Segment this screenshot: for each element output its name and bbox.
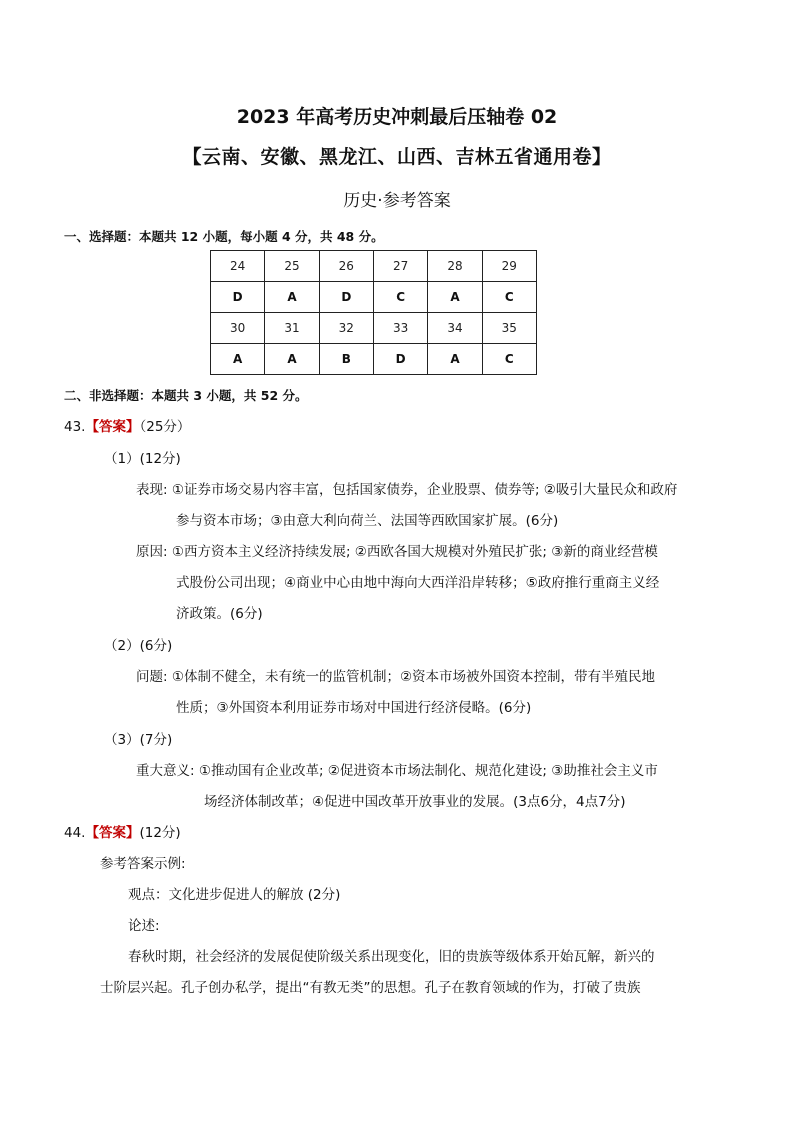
answer-letter: C	[373, 282, 427, 313]
answer-letter: A	[265, 344, 319, 375]
q44-number: 44.	[64, 825, 86, 841]
question-number: 32	[319, 313, 373, 344]
q44-header	[64, 824, 181, 842]
answer-letter: A	[428, 344, 482, 375]
answer-letter: A	[265, 282, 319, 313]
answer-table	[210, 250, 537, 375]
q43-part2-label: （2）(6分)	[104, 638, 173, 654]
answer-letter: A	[211, 344, 265, 375]
q43-part3-line: 重大意义: ①推动国有企业改革; ②促进资本市场法制化、规范化建设; ③助推社会主义市	[136, 763, 658, 779]
q43-part1-line: 式股份公司出现；④商业中心由地中海向大西洋沿岸转移；⑤政府推行重商主义经	[176, 575, 660, 591]
section2-heading: 二、非选择题：本题共 3 小题，共 52 分。	[64, 388, 308, 403]
q43-part2-line: 问题: ①体制不健全，未有统一的监管机制；②资本市场被外国资本控制，带有半殖民地	[136, 669, 656, 685]
answer-letter: D	[319, 282, 373, 313]
q44-line: 春秋时期，社会经济的发展促使阶级关系出现变化，旧的贵族等级体系开始瓦解，新兴的	[128, 949, 655, 965]
q43-part3-line: 场经济体制改革；④促进中国改革开放事业的发展。(3点6分，4点7分)	[204, 794, 626, 810]
question-number: 28	[428, 251, 482, 282]
q44-line: 观点：文化进步促进人的解放 (2分)	[128, 887, 341, 903]
question-number: 24	[211, 251, 265, 282]
q43-part1-line: 济政策。(6分)	[176, 606, 263, 622]
q43-part1-line: 原因: ①西方资本主义经济持续发展; ②西欧各国大规模对外殖民扩张; ③新的商业经营模	[136, 544, 658, 560]
q43-part3-label: （3）(7分)	[104, 732, 173, 748]
doc-type: 历史·参考答案	[343, 191, 451, 211]
question-number: 31	[265, 313, 319, 344]
answer-letter: C	[482, 344, 536, 375]
answer-letter: B	[319, 344, 373, 375]
section1-heading: 一、选择题：本题共 12 小题，每小题 4 分，共 48 分。	[64, 229, 384, 244]
exam-subtitle: 【云南、安徽、黑龙江、山西、吉林五省通用卷】	[182, 146, 612, 168]
exam-title: 2023 年高考历史冲刺最后压轴卷 02	[236, 106, 558, 128]
q44-score: (12分)	[139, 825, 181, 841]
q43-part1-line: 参与资本市场；③由意大利向荷兰、法国等西欧国家扩展。(6分)	[176, 513, 559, 529]
answer-tag: 【答案】	[85, 825, 140, 841]
table-row	[211, 344, 537, 375]
answer-letter: D	[373, 344, 427, 375]
question-number: 33	[373, 313, 427, 344]
answer-letter: C	[482, 282, 536, 313]
question-number: 25	[265, 251, 319, 282]
q43-header	[64, 418, 190, 436]
question-number: 34	[428, 313, 482, 344]
q44-line: 参考答案示例:	[100, 856, 186, 872]
table-row	[211, 313, 537, 344]
answer-letter: A	[428, 282, 482, 313]
question-number: 27	[373, 251, 427, 282]
answer-letter: D	[211, 282, 265, 313]
q43-score: （25分）	[139, 419, 191, 435]
q43-part1-line: 表现: ①证券市场交易内容丰富，包括国家债券，企业股票、债券等; ②吸引大量民众和政府	[136, 482, 678, 498]
question-number: 26	[319, 251, 373, 282]
q44-line: 士阶层兴起。孔子创办私学，提出“有教无类”的思想。孔子在教育领域的作为，打破了贵族	[100, 980, 641, 996]
q43-part1-label: （1）(12分)	[104, 451, 181, 467]
question-number: 29	[482, 251, 536, 282]
question-number: 30	[211, 313, 265, 344]
q44-line: 论述:	[128, 918, 160, 934]
q43-number: 43.	[64, 419, 86, 435]
answer-tag: 【答案】	[85, 419, 140, 435]
q43-part2-line: 性质；③外国资本利用证券市场对中国进行经济侵略。(6分)	[176, 700, 532, 716]
table-row	[211, 251, 537, 282]
table-row	[211, 282, 537, 313]
question-number: 35	[482, 313, 536, 344]
